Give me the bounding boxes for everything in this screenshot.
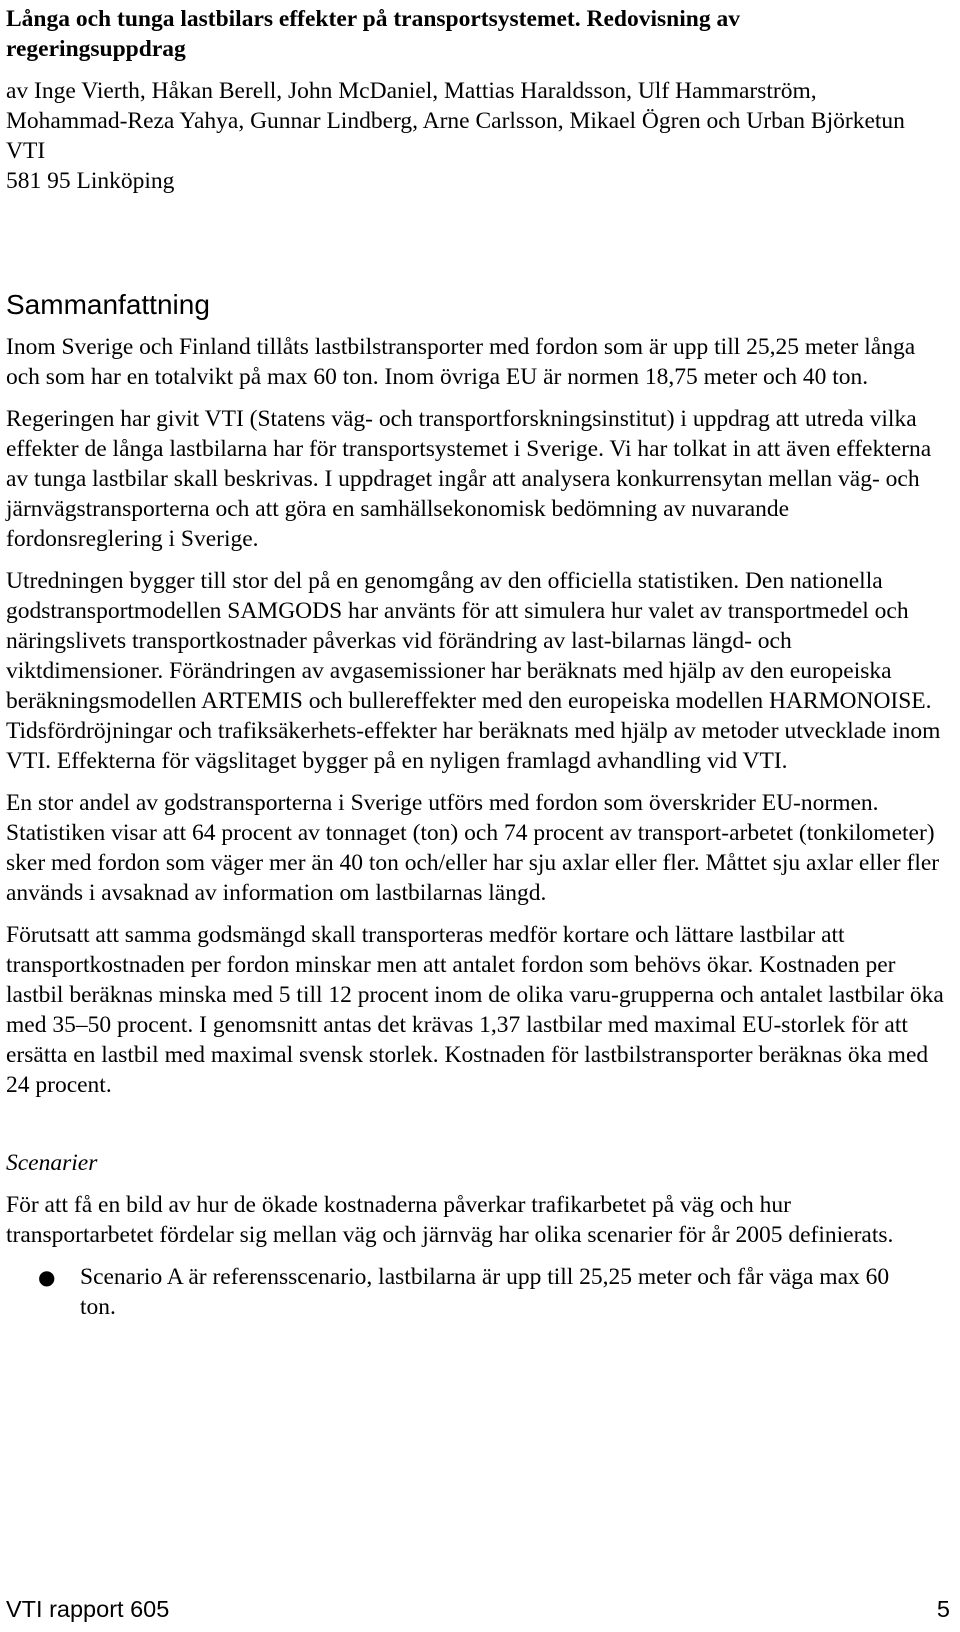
footer-report-name: VTI rapport 605 (6, 1596, 170, 1622)
postal-address: 581 95 Linköping (6, 168, 175, 194)
bullet-dot-icon: ● (38, 1265, 56, 1289)
author-block (6, 76, 936, 196)
summary-paragraph-method: Utredningen bygger till stor del på en genomgång av den officiella statistiken. Den nationella godstransportmodellen SAMGODS har använts för att simulera hur valet av transportmedel och näringslivets transportkostnader påverkas vid förändring av last-bilarnas längd- och viktdimensioner. Förändringen av avgasemissioner har beräknats med hjälp av den europeiska beräkningsmodellen ARTEMIS och bullereffekter med den europeiska modellen HARMONOISE. Tidsfördröjningar och trafiksäkerhets-effekter har beräknats med hjälp av metoder utvecklade inom VTI. Effekterna för vägslitaget bygger på en nyligen framlagd avhandling vid VTI. (6, 568, 941, 774)
scenarios-intro-paragraph: För att få en bild av hur de ökade kostnaderna påverkar trafikarbetet på väg och hur transportarbetet fördelar sig mellan väg och järnväg har olika scenarier för år 2005 definierats. (6, 1192, 894, 1248)
page-footer (6, 1594, 950, 1624)
summary-paragraph-costs: Förutsatt att samma godsmängd skall transporteras medför kortare och lättare lastbilar att transportkostnaden per fordon minskar men att antalet fordon som behövs ökar. Kostnaden per lastbil beräknas minska med 5 till 12 procent inom de olika varu-grupperna och antalet lastbilar öka med 35–50 procent. I genomsnitt antas det krävas 1,37 lastbilar med maximal EU-storlek för att ersätta en lastbil med maximal svensk storlek. Kostnaden för lastbilstransporter beräknas öka med 24 procent. (6, 922, 944, 1098)
summary-heading: Sammanfattning (6, 289, 210, 320)
organization-name: VTI (6, 138, 46, 164)
summary-paragraph-mission: Regeringen har givit VTI (Statens väg- och transportforskningsinstitut) i uppdrag att utreda vilka effekter de långa lastbilarna har för transportsystemet i Sverige. Vi har tolkat in att även effekterna av tunga lastbilar skall beskrivas. I uppdraget ingår att analysera konkurrensytan mellan väg- och järnvägstransporterna och att göra en samhällsekonomisk bedömning av nuvarande fordonsreglering i Sverige. (6, 406, 932, 552)
author-list: av Inge Vierth, Håkan Berell, John McDaniel, Mattias Haraldsson, Ulf Hammarström, Mohammad-Reza Yahya, Gunnar Lindberg, Arne Carlsson, Mikael Ögren och Urban Björketun (6, 78, 905, 134)
scenario-list (6, 1262, 946, 1322)
page-number: 5 (936, 1596, 950, 1622)
scenario-a-text: Scenario A är referensscenario, lastbilarna är upp till 25,25 meter och får väga max 60 ton. (80, 1264, 890, 1320)
list-item (6, 1262, 920, 1322)
report-title: Långa och tunga lastbilars effekter på transportsystemet. Redovisning av regeringsuppdrag (6, 6, 740, 62)
summary-paragraph-regulation: Inom Sverige och Finland tillåts lastbilstransporter med fordon som är upp till 25,25 meter långa och som har en totalvikt på max 60 ton. Inom övriga EU är normen 18,75 meter och 40 ton. (6, 334, 916, 390)
summary-paragraph-statistics: En stor andel av godstransporterna i Sverige utförs med fordon som överskrider EU-normen. Statistiken visar att 64 procent av tonnaget (ton) och 74 procent av transport-arbetet (tonkilometer) sker med fordon som väger mer än 40 ton och/eller har sju axlar eller fler. Måttet sju axlar eller fler används i avsaknad av information om lastbilarnas längd. (6, 790, 940, 906)
document-page (6, 0, 946, 1322)
scenarios-heading: Scenarier (6, 1150, 98, 1176)
